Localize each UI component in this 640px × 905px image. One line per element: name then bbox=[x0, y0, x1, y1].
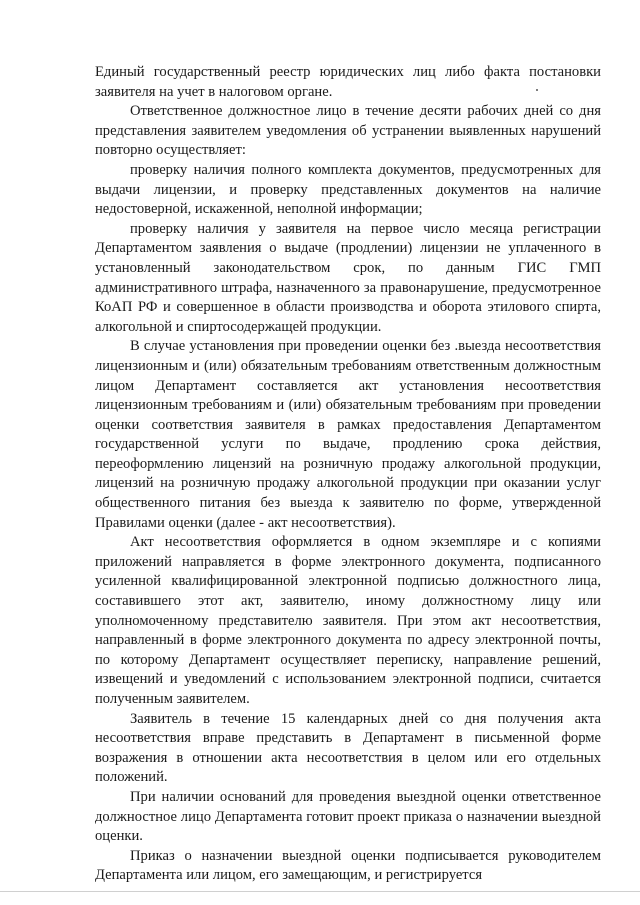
page-bottom-edge bbox=[0, 891, 640, 892]
paragraph-9: Приказ о назначении выездной оценки подписывается руководителем Департамента или лицом, его замещающим, и регистрируется bbox=[95, 847, 601, 884]
paragraph-1: Единый государственный реестр юридических лиц либо факта постановки заявителя на учет в налоговом органе. bbox=[95, 64, 601, 100]
paragraph-5: В случае установления при проведении оценки без .выезда несоответствия лицензионным и (или) обязательным требованиям ответственным должностным лицом Департамент составляется акт установления несоответствия лицензионным требованиям и (или) обязательным требованиям при проведении оценки соответствия заявителя в рамках предоставления Департаментом государственной услуги по выдаче, продлению срока действия, переоформлению лицензий на розничную продажу алкогольной продукции, лицензий на розничную продажу алкогольной продукции при оказании услуг общественного питания без выезда к заявителю по форме, утвержденной Правилами оценки (далее - акт несоответствия). bbox=[95, 338, 601, 531]
paragraph-3: проверку наличия полного комплекта документов, предусмотренных для выдачи лицензии, и проверку представленных документов на наличие недостоверной, искаженной, неполной информации; bbox=[95, 161, 601, 218]
paragraph-2: Ответственное должностное лицо в течение десяти рабочих дней со дня представления заявителем уведомления об устранении выявленных нарушений повторно осуществляет: bbox=[95, 103, 601, 159]
paragraph-8: При наличии оснований для проведения выездной оценки ответственное должностное лицо Департамента готовит проект приказа о назначении выездной оценки. bbox=[95, 788, 601, 845]
paragraph-6: Акт несоответствия оформляется в одном экземпляре и с копиями приложений направляется в форме электронного документа, подписанного усиленной квалифицированной электронной подписью должностного лица, составившего этот акт, заявителю, иному должностному лицу или уполномоченному представителю заявителя. При этом акт несоответствия, направленный в форме электронного документа по адресу электронной почты, по которому Департамент осуществляет переписку, направление решений, извещений и уведомлений с использованием электронной подписи, считается полученным заявителем. bbox=[95, 534, 601, 707]
document-body bbox=[95, 63, 601, 886]
paragraph-7: Заявитель в течение 15 календарных дней со дня получения акта несоответствия вправе представить в Департамент в письменной форме возражения в отношении акта несоответствия в целом или его отдельных положений. bbox=[95, 710, 601, 786]
paragraph-4: проверку наличия у заявителя на первое число месяца регистрации Департаментом заявления о выдаче (продлении) лицензии не уплаченного в установленный законодательством срок, по данным ГИС ГМП административного штрафа, назначенного за правонарушение, предусмотренное КоАП РФ и совершенное в области производства и оборота этилового спирта, алкогольной и спиртосодержащей продукции. bbox=[95, 220, 601, 335]
